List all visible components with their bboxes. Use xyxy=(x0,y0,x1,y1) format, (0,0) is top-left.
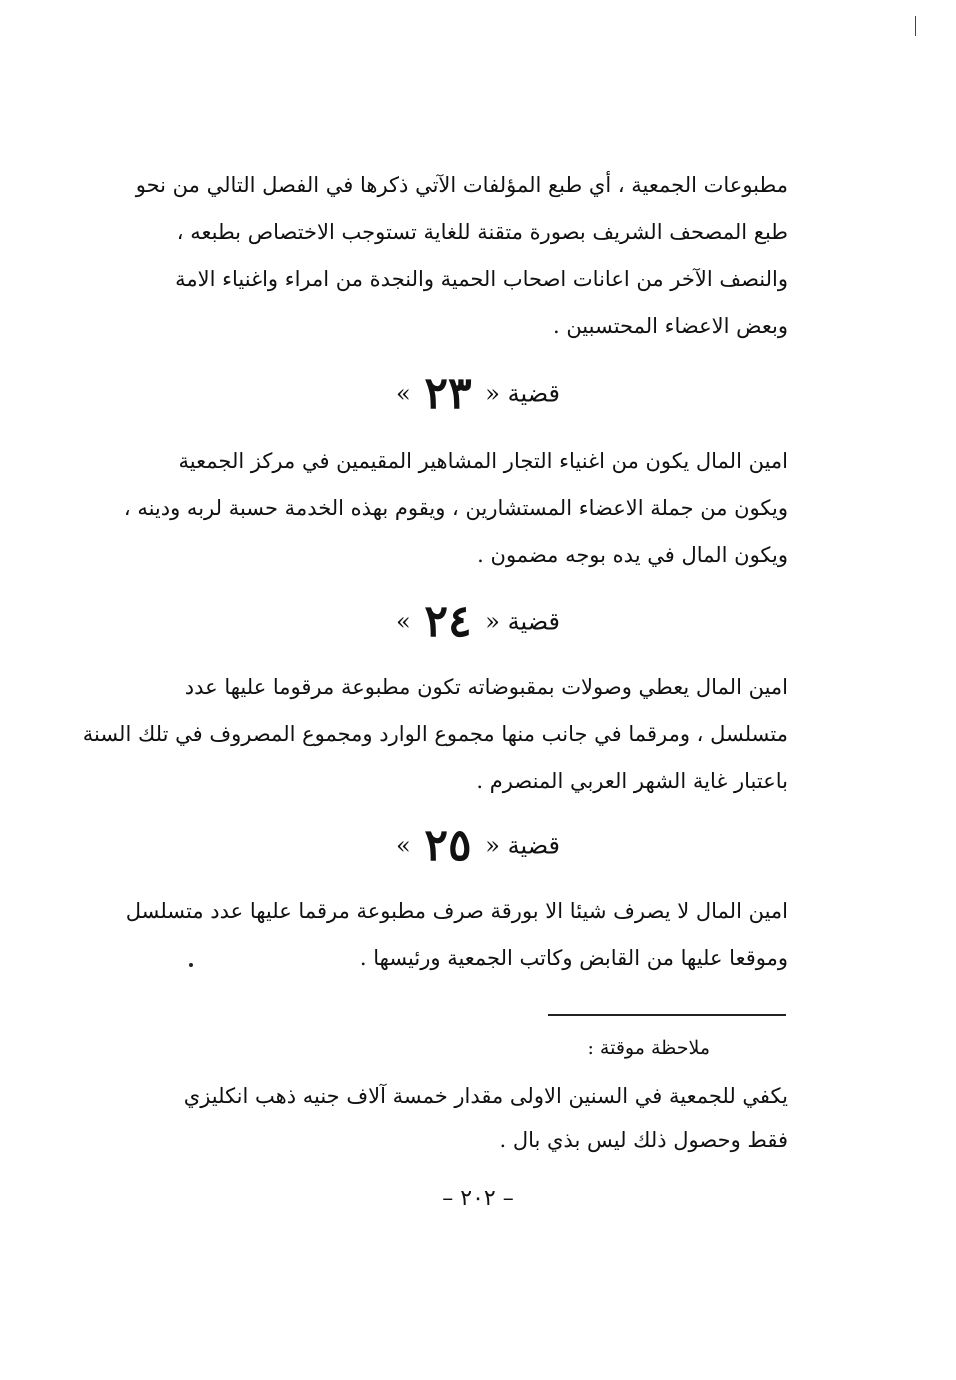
heading-quote-open: « xyxy=(485,607,500,636)
intro-line: والنصف الآخر من اعانات اصحاب الحمية والنجدة من امراء واغنياء الامة xyxy=(175,267,788,291)
paragraph-line: امين المال يعطي وصولات بمقبوضاته تكون مطبوعة مرقوما عليها عدد xyxy=(184,675,788,699)
heading-quote-close: » xyxy=(396,379,411,408)
section-23-paragraph xyxy=(123,438,788,579)
heading-number: ٢٥ xyxy=(424,819,472,871)
footnote-line: فقط وحصول ذلك ليس بذي بال . xyxy=(499,1128,788,1152)
heading-word: قضية xyxy=(507,379,560,408)
heading-quote-close: » xyxy=(396,831,411,860)
footnote-rule xyxy=(548,1014,786,1016)
paragraph-line: متسلسل ، ومرقما في جانب منها مجموع الوارد ومجموع المصروف في تلك السنة xyxy=(82,722,788,746)
paragraph-line: باعتبار غاية الشهر العربي المنصرم . xyxy=(476,769,788,793)
page-number: – ٢٠٢ – xyxy=(442,1186,514,1211)
heading-number: ٢٣ xyxy=(424,367,472,419)
section-24-paragraph xyxy=(82,664,788,805)
paragraph-line: امين المال يكون من اغنياء التجار المشاهير المقيمين في مركز الجمعية xyxy=(178,449,788,473)
section-heading-25 xyxy=(168,814,788,874)
stray-dot xyxy=(189,963,193,967)
margin-mark xyxy=(915,16,916,36)
paragraph-line: ويكون المال في يده بوجه مضمون . xyxy=(477,543,788,567)
section-25-paragraph xyxy=(125,888,788,982)
intro-line: مطبوعات الجمعية ، أي طبع المؤلفات الآتي ذكرها في الفصل التالي من نحو xyxy=(135,173,788,197)
heading-number: ٢٤ xyxy=(424,595,472,647)
heading-quote-close: » xyxy=(396,607,411,636)
intro-line: وبعض الاعضاء المحتسبين . xyxy=(552,314,788,338)
paragraph-line: امين المال لا يصرف شيئا الا بورقة صرف مطبوعة مرقما عليها عدد متسلسل xyxy=(125,899,788,923)
footnote-body xyxy=(168,1074,788,1162)
heading-word: قضية xyxy=(507,607,560,636)
paragraph-line: ويكون من جملة الاعضاء المستشارين ، ويقوم بهذه الخدمة حسبة لربه ودينه ، xyxy=(123,496,788,520)
section-heading-23 xyxy=(168,362,788,422)
intro-paragraph xyxy=(135,162,788,350)
heading-word: قضية xyxy=(507,831,560,860)
footnote-title: ملاحظة موقتة : xyxy=(587,1037,710,1059)
heading-quote-open: « xyxy=(485,379,500,408)
intro-line: طبع المصحف الشريف بصورة متقنة للغاية تستوجب الاختصاص بطبعه ، xyxy=(176,220,788,244)
heading-quote-open: « xyxy=(485,831,500,860)
footnote-line: يكفي للجمعية في السنين الاولى مقدار خمسة آلاف جنيه ذهب انكليزي xyxy=(183,1084,788,1108)
paragraph-line: وموقعا عليها من القابض وكاتب الجمعية ورئيسها . xyxy=(359,946,788,970)
section-heading-24 xyxy=(168,590,788,650)
